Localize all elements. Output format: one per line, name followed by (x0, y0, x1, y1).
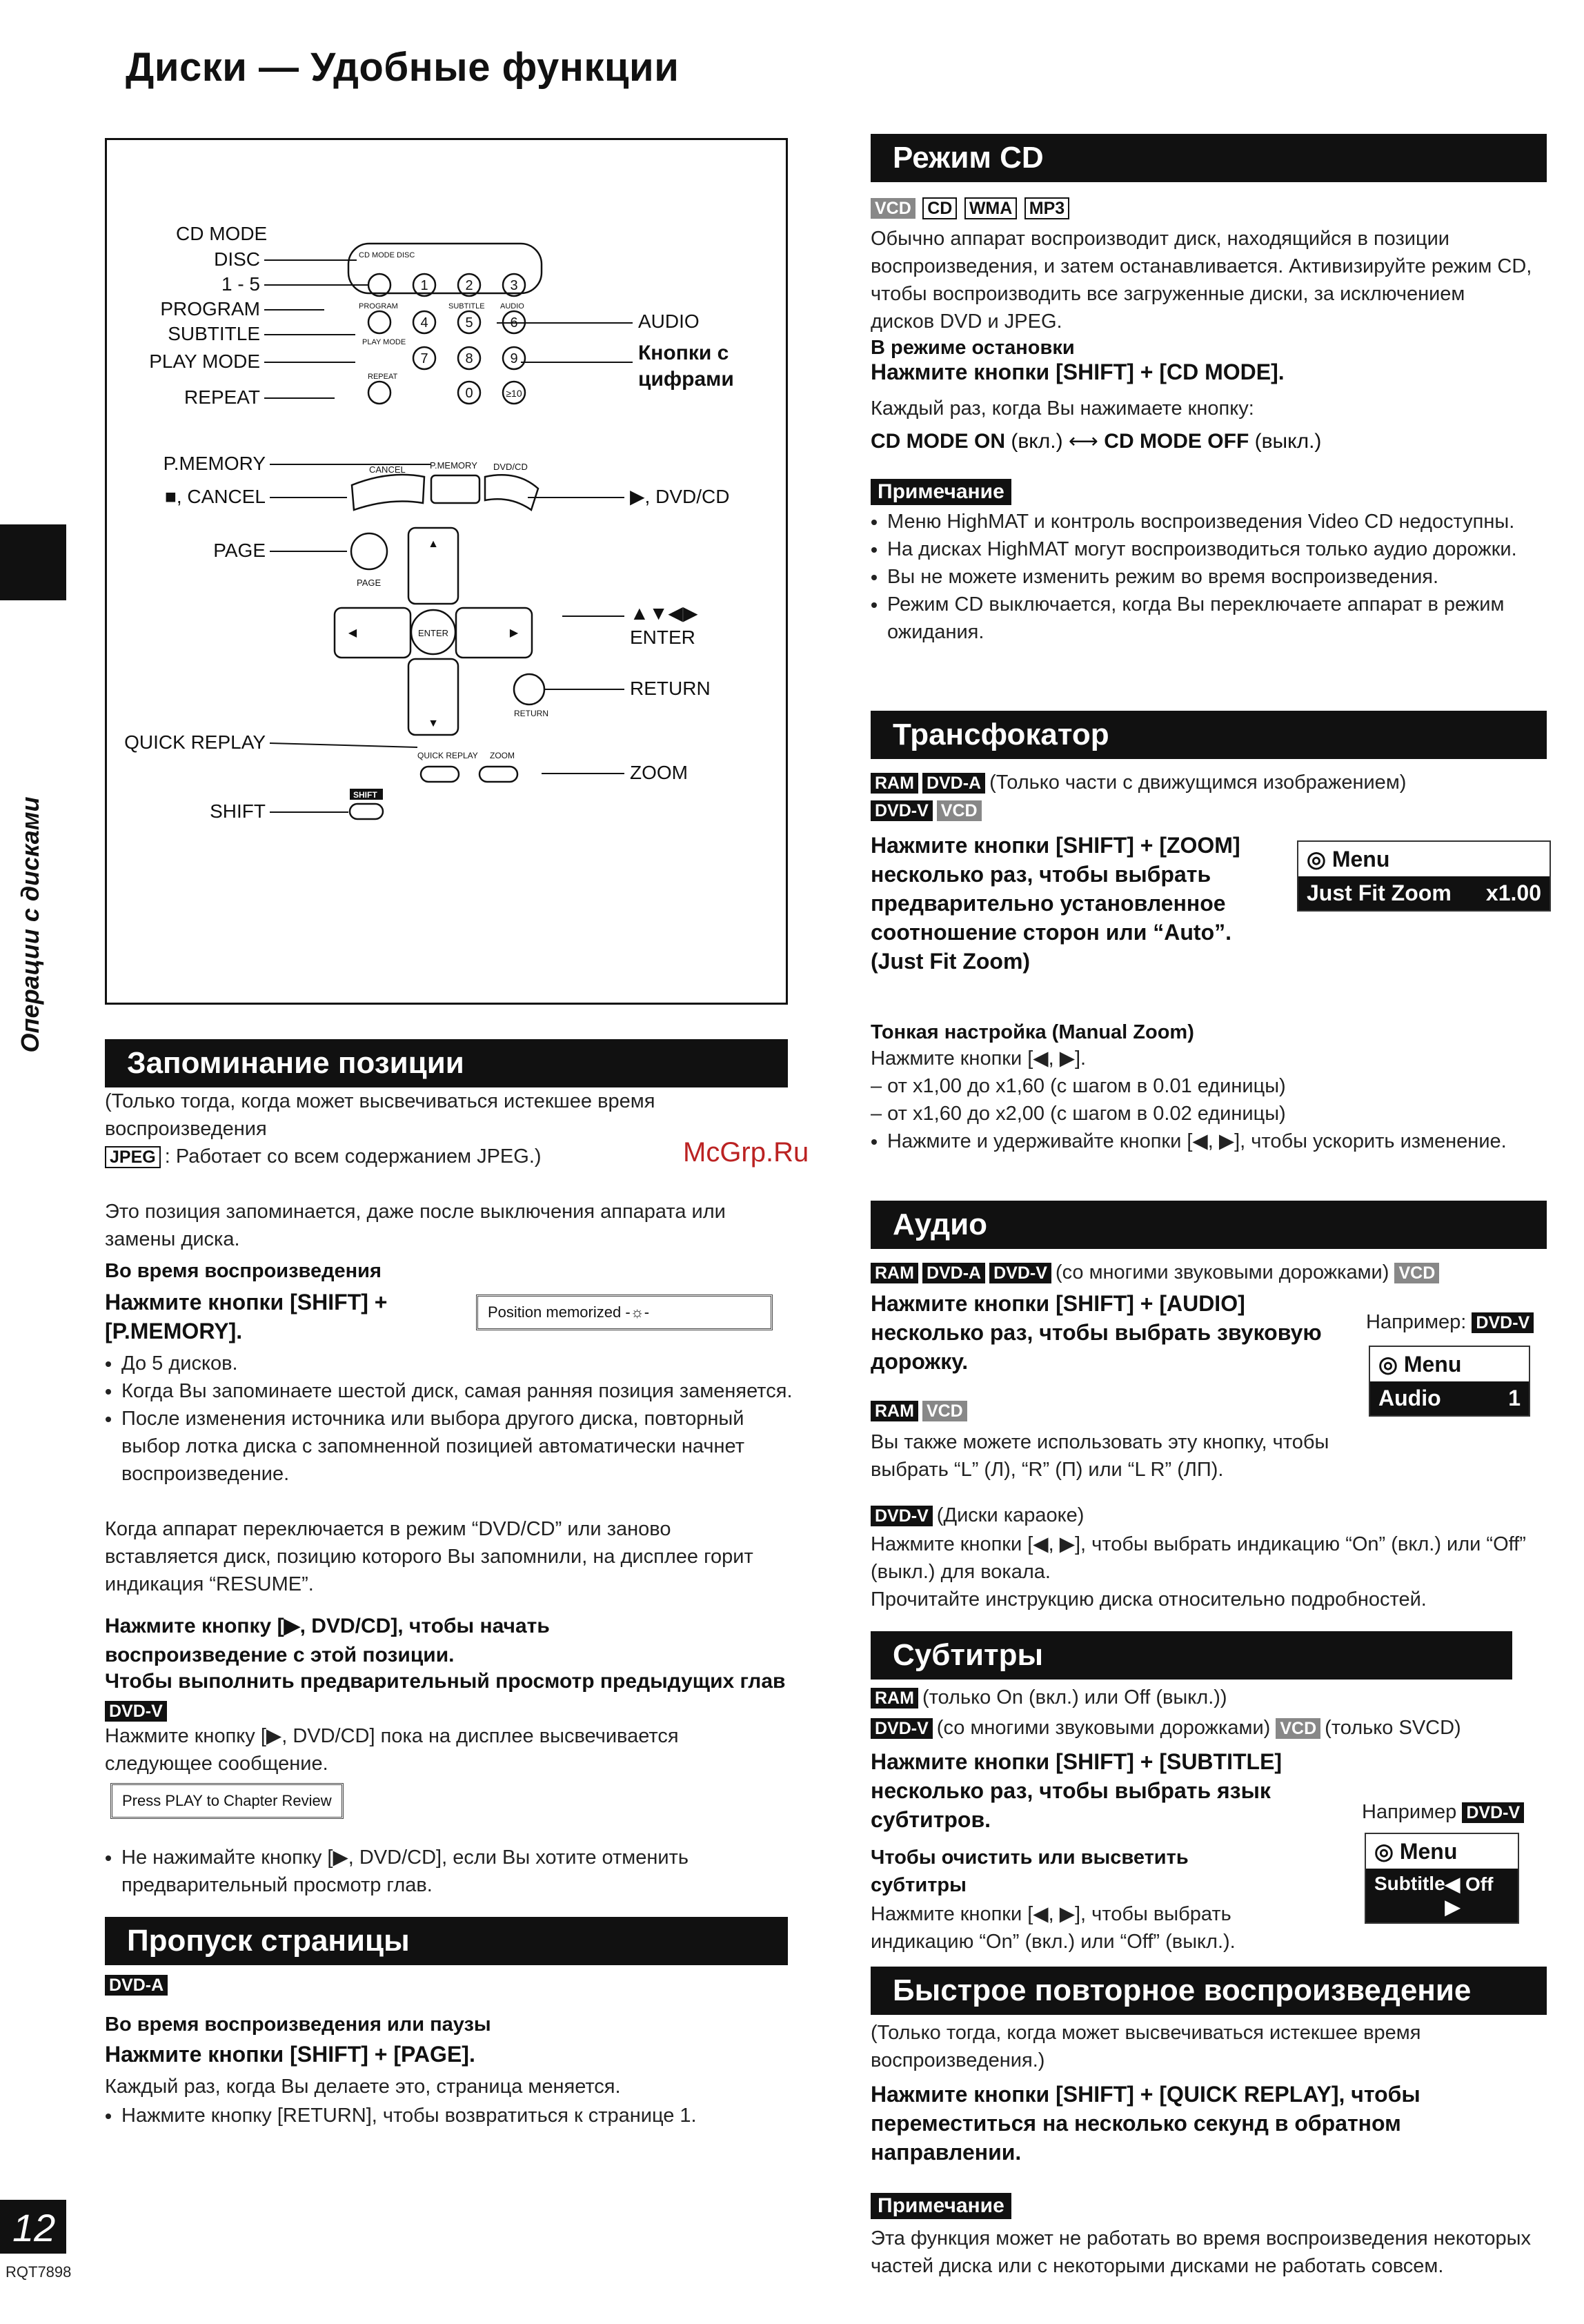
audio-example-text: Например: (1366, 1311, 1467, 1333)
zoom-fine: Тонкая настройка (Manual Zoom) (871, 1021, 1194, 1043)
cd-mode-off-ru: (выкл.) (1254, 430, 1322, 453)
zoom-osd-item: Just Fit Zoom (1307, 880, 1452, 905)
side-tab-block (0, 524, 66, 600)
zoom-tag-text: (Только части с движущимся изображением) (989, 771, 1407, 794)
audio-header: Аудио (871, 1201, 1547, 1249)
label-arrows: ▲▼◀▶ (630, 602, 698, 624)
cd-mode-notes (871, 508, 1550, 646)
audio-ram-tag: RAM (871, 1401, 918, 1421)
subtitles-menu-disc-icon: ◎ (1374, 1839, 1394, 1864)
pad-right: ▶ (509, 627, 519, 639)
remote-diagram (105, 138, 788, 1005)
memory-action2b (105, 1667, 795, 1725)
replay-p1: (Только тогда, когда может высвечиваться истекшее время воспроизведения.) (871, 2022, 1421, 2071)
cd-mode-tags (871, 197, 1073, 219)
label-zoom: ZOOM (630, 762, 688, 783)
subtitles-p1: Нажмите кнопки [◀, ▶], чтобы выбрать индикацию “On” (вкл.) или “Off” (выкл.). (871, 1903, 1236, 1953)
audio-p1: Вы также можете использовать эту кнопку, чтобы выбрать “L” (Л), “R” (П) или “L R” (ЛП). (871, 1431, 1329, 1481)
label-program: PROGRAM (160, 298, 260, 319)
audio-example-tag: DVD-V (1472, 1312, 1534, 1333)
digit-1-text: 1 (420, 278, 428, 293)
memory-header: Запоминание позиции (105, 1039, 788, 1087)
cd-mode-p1: Обычно аппарат воспроизводит диск, находящийся в позиции воспроизведения, и затем останавливается. Активизируйте режим CD, чтобы воспроизводить все загруженные диски, за исключением дисков DVD и JPEG. (871, 228, 1532, 333)
memory-bullets (105, 1350, 798, 1488)
label-digits-1: Кнопки с (638, 342, 729, 364)
subtitles-example-tag: DVD-V (1462, 1802, 1524, 1823)
cd-mode-tag-vcd: VCD (871, 198, 915, 219)
digit-3-text: 3 (510, 278, 518, 293)
page-skip-bullet: • Нажмите кнопку [RETURN], чтобы возвратиться к странице 1. (121, 2102, 804, 2129)
audio-osd-menu (1370, 1347, 1529, 1381)
subtitles-example (1362, 1798, 1528, 1826)
memory-action2a: Нажмите кнопку [▶, DVD/CD], чтобы начать воспроизведение с этой позиции. (105, 1615, 550, 1666)
audio-karaoke (871, 1501, 1084, 1529)
subtitles-ram-text: (только On (вкл.) или Off (выкл.)) (922, 1686, 1227, 1708)
memory-action2b-text: Чтобы выполнить предварительный просмотр предыдущих глав (105, 1670, 786, 1693)
subtitles-osd-menu (1366, 1834, 1518, 1869)
cd-mode-tag-wma: WMA (964, 197, 1017, 219)
shift-button-shape (350, 804, 383, 819)
label-quick-replay: QUICK REPLAY (124, 731, 266, 753)
audio-tag-dvda: DVD-A (922, 1263, 985, 1283)
zoom-action: Нажмите кнопки [SHIFT] + [ZOOM] несколько раз, чтобы выбрать предварительно установленное соотношение сторон или “Auto”. (Just Fit Zoom) (871, 833, 1240, 974)
side-tab-label: Операции с дисками (16, 796, 44, 1053)
zoom-tag-dvda: DVD-A (922, 773, 985, 794)
audio-tag-vcd: VCD (1394, 1263, 1439, 1283)
memory-bullet-2: • Когда Вы запоминаете шестой диск, самая ранняя позиция заменяется. (121, 1377, 798, 1405)
zoom-fine-lines (871, 1045, 1547, 1127)
zoom-tag-vcd: VCD (937, 800, 982, 821)
zoom-tags-1 (871, 769, 1547, 796)
cd-mode-header: Режим CD (871, 134, 1547, 182)
small-playmode: PLAY MODE (362, 338, 406, 346)
watermark: McGrp.Ru (683, 1137, 809, 1168)
sun-icon: -☼- (625, 1303, 650, 1321)
audio-menu-disc-icon: ◎ (1378, 1352, 1398, 1377)
zoom-fine-2: – от x1,00 до x1,60 (с шагом в 0.01 единицы) (871, 1075, 1286, 1097)
audio-osd-value: 1 (1508, 1386, 1521, 1410)
pad-left: ◀ (348, 627, 357, 639)
zoom-bullet: • Нажмите и удерживайте кнопки [◀, ▶], чтобы ускорить изменение. (887, 1127, 1563, 1155)
audio-p3: Прочитайте инструкцию диска относительно подробностей. (871, 1588, 1427, 1611)
small-page: PAGE (357, 578, 382, 588)
audio-tags (871, 1259, 1547, 1286)
zoom-osd (1297, 840, 1551, 912)
digit-6-text: 6 (510, 315, 518, 331)
cd-mode-tag-cd: CD (922, 197, 957, 219)
audio-tag-dvdv: DVD-V (989, 1263, 1051, 1283)
leader-lines (264, 260, 633, 812)
audio-karaoke-text: (Диски караоке) (936, 1504, 1085, 1526)
digit-0-text: 0 (465, 386, 473, 401)
digit-9-text: 9 (510, 351, 518, 366)
remote-svg (107, 140, 786, 1003)
replay-note-label: Примечание (871, 2193, 1011, 2219)
jpeg-tag: JPEG (105, 1146, 161, 1168)
small-cdmode: CD MODE DISC (359, 251, 415, 259)
page-skip-header: Пропуск страницы (105, 1917, 788, 1965)
label-play-mode: PLAY MODE (149, 351, 260, 372)
digit-4-text: 4 (420, 315, 428, 331)
zoom-tag-ram: RAM (871, 773, 918, 794)
label-p-memory: P.MEMORY (163, 453, 266, 474)
cd-mode-action: Нажмите кнопки [SHIFT] + [CD MODE]. (871, 360, 1285, 384)
zoom-fine-3: – от x1,60 до x2,00 (с шагом в 0.02 единицы) (871, 1103, 1286, 1125)
zoom-fine-1: Нажмите кнопки [◀, ▶]. (871, 1047, 1087, 1070)
memory-p1: Это позиция запоминается, даже после выключения аппарата или замены диска. (105, 1201, 726, 1250)
zoom-osd-value: x1.00 (1485, 880, 1541, 905)
label-cd-mode: CD MODE (176, 223, 268, 244)
subtitles-vcd-tag: VCD (1276, 1718, 1320, 1739)
zoom-bullets (871, 1127, 1563, 1155)
subtitles-osd (1365, 1833, 1519, 1924)
small-repeat: REPEAT (368, 373, 398, 381)
cd-mode-off: CD MODE OFF (1104, 430, 1249, 453)
page-skip-tag-line (105, 1975, 172, 1996)
cd-mode-note-4: • Режим CD выключается, когда Вы переключаете аппарат в режим ожидания. (887, 591, 1550, 646)
audio-karaoke-tag: DVD-V (871, 1506, 933, 1526)
digit-2-text: 2 (465, 278, 473, 293)
position-memorized-osd (476, 1294, 773, 1330)
position-memorized-text: Position memorized (488, 1303, 622, 1321)
dvdcd-button-shape (485, 475, 538, 510)
subtitles-osd-item: Subtitle (1374, 1873, 1445, 1894)
page-title: Диски — Удобные функции (126, 45, 680, 90)
chapter-review-osd: Press PLAY to Chapter Review (110, 1783, 344, 1819)
memory-bullets-2 (105, 1844, 798, 1899)
repeat-button (368, 382, 390, 404)
zoom-osd-row (1298, 876, 1550, 910)
cd-mode-on-ru: (вкл.) (1011, 430, 1063, 453)
program-button (368, 311, 390, 333)
small-return: RETURN (514, 709, 548, 718)
subtitles-dvdv-line (871, 1714, 1547, 1742)
page-skip-p1: Каждый раз, когда Вы делаете это, страница меняется. (105, 2076, 621, 2098)
zoom-tags-2 (871, 800, 986, 821)
small-zoom: ZOOM (490, 751, 515, 760)
page-skip-during: Во время воспроизведения или паузы (105, 2013, 491, 2036)
zoom-button-shape (479, 767, 517, 782)
small-program: PROGRAM (359, 302, 398, 311)
subtitles-header: Субтитры (871, 1631, 1512, 1680)
digit-7-text: 7 (420, 351, 428, 366)
memory-dvdv-tag: DVD-V (105, 1701, 167, 1722)
subtitles-osd-row (1366, 1869, 1518, 1922)
pmemory-button-shape (431, 475, 479, 503)
zoom-osd-menu (1298, 842, 1550, 876)
audio-tag-text: (со многими звуковыми дорожками) (1055, 1261, 1389, 1283)
quick-replay-button-shape (421, 767, 459, 782)
subtitles-dvdv-text: (со многими звуковыми дорожками) (936, 1717, 1271, 1739)
label-enter: ENTER (630, 627, 695, 648)
cd-mode-arrow: ⟷ (1068, 430, 1098, 453)
subtitles-clear: Чтобы очистить или высветить субтитры (871, 1847, 1189, 1896)
replay-header: Быстрое повторное воспроизведение (871, 1967, 1547, 2015)
memory-intro-1: (Только тогда, когда может высвечиваться истекшее время (105, 1090, 655, 1112)
memory-action: Нажмите кнопки [SHIFT] + [P.MEMORY]. (105, 1290, 388, 1343)
zoom-tag-dvdv: DVD-V (871, 800, 933, 821)
label-cancel: ■, CANCEL (164, 486, 266, 507)
label-1-5: 1 - 5 (221, 273, 260, 295)
audio-vcd-tag: VCD (922, 1401, 967, 1421)
audio-osd-item: Audio (1378, 1386, 1441, 1410)
audio-ram-vcd-tags (871, 1401, 971, 1421)
memory-bullet-1: • До 5 дисков. (121, 1350, 798, 1377)
subtitles-osd-menu-label: Menu (1399, 1839, 1458, 1864)
page-skip-dvda-tag: DVD-A (105, 1975, 168, 1996)
digit-5-text: 5 (465, 315, 473, 331)
label-return: RETURN (630, 678, 711, 699)
subtitles-example-text: Например (1362, 1801, 1457, 1823)
label-page: PAGE (213, 540, 266, 561)
digit-8-text: 8 (465, 351, 473, 366)
pad-enter: ENTER (417, 628, 449, 638)
small-cancel: CANCEL (369, 464, 406, 475)
replay-note: Эта функция может не работать во время воспроизведения некоторых частей диска или с некоторыми дисками не работать совсем. (871, 2227, 1531, 2277)
subtitles-osd-value: ◀ Off ▶ (1445, 1873, 1494, 1918)
zoom-header: Трансфокатор (871, 711, 1547, 759)
label-audio: AUDIO (638, 311, 700, 332)
pad-down: ▼ (428, 718, 439, 729)
cd-mode-on: CD MODE ON (871, 430, 1005, 453)
page-number: 12 (12, 2206, 56, 2249)
page-skip-action: Нажмите кнопки [SHIFT] + [PAGE]. (105, 2042, 475, 2067)
audio-example (1366, 1308, 1538, 1336)
small-dvdcd: DVD/CD (493, 462, 528, 472)
subtitles-dvdv-tag: DVD-V (871, 1718, 933, 1739)
label-shift: SHIFT (210, 800, 266, 822)
cd-mode-note-1: • Меню HighMAT и контроль воспроизведения Video CD недоступны. (887, 508, 1550, 535)
cd-mode-toggle (871, 429, 1321, 453)
page-skip-bullets (105, 2102, 804, 2129)
memory-bullet-3: • После изменения источника или выбора другого диска, повторный выбор лотка диска с запомненной позицией автоматически начнет воспроизведение. (121, 1405, 798, 1488)
digit-10-text: ≥10 (506, 388, 522, 399)
cd-mode-note-2: • На дисках HighMAT могут воспроизводиться только аудио дорожки. (887, 535, 1550, 563)
memory-bullet-4: • Не нажимайте кнопку [▶, DVD/CD], если Вы хотите отменить предварительный просмотр глав. (121, 1844, 798, 1899)
pad-up: ▲ (428, 538, 439, 550)
cd-mode-tag-mp3: MP3 (1024, 197, 1069, 219)
subtitles-ram-line (871, 1684, 1547, 1711)
memory-during: Во время воспроизведения (105, 1260, 382, 1282)
memory-p3: Нажмите кнопку [▶, DVD/CD] пока на дисплее высвечивается следующее сообщение. (105, 1725, 679, 1775)
audio-osd (1369, 1346, 1530, 1417)
label-disc: DISC (214, 248, 260, 270)
label-play-dvdcd: ▶, DVD/CD (630, 486, 730, 507)
subtitles-ram-tag: RAM (871, 1688, 918, 1708)
cancel-button-shape (352, 475, 424, 510)
zoom-osd-menu-label: Menu (1331, 847, 1390, 872)
page-button-shape (351, 533, 387, 569)
memory-intro-2: воспроизведения (105, 1118, 267, 1140)
label-digits-2: цифрами (638, 368, 734, 391)
small-audio: AUDIO (500, 302, 524, 311)
doc-code: RQT7898 (6, 2263, 72, 2281)
audio-tag-ram: RAM (871, 1263, 918, 1283)
subtitles-svcd-text: (только SVCD) (1325, 1717, 1461, 1739)
audio-osd-row (1370, 1381, 1529, 1415)
menu-disc-icon: ◎ (1307, 847, 1326, 872)
return-button-shape (514, 674, 544, 705)
replay-action: Нажмите кнопки [SHIFT] + [QUICK REPLAY], чтобы переместиться на несколько секунд в обратном направлении. (871, 2082, 1420, 2165)
audio-action: Нажмите кнопки [SHIFT] + [AUDIO] несколько раз, чтобы выбрать звуковую дорожку. (871, 1291, 1322, 1374)
label-repeat: REPEAT (184, 386, 260, 408)
memory-p2: Когда аппарат переключается в режим “DVD/CD” или заново вставляется диск, позицию которого Вы запомнили, на дисплее горит индикация “RESUME”. (105, 1518, 753, 1595)
label-subtitle: SUBTITLE (168, 323, 260, 344)
small-pmemory: P.MEMORY (430, 460, 477, 471)
small-shift: SHIFT (353, 790, 377, 800)
subtitles-action: Нажмите кнопки [SHIFT] + [SUBTITLE] несколько раз, чтобы выбрать язык субтитров. (871, 1749, 1283, 1832)
cd-mode-note-label: Примечание (871, 479, 1011, 505)
audio-osd-menu-label: Menu (1403, 1352, 1462, 1377)
cd-mode-stop: В режиме остановки (871, 337, 1075, 359)
small-subtitle: SUBTITLE (448, 302, 485, 311)
cd-mode-note-3: • Вы не можете изменить режим во время воспроизведения. (887, 563, 1550, 591)
audio-p2: Нажмите кнопки [◀, ▶], чтобы выбрать индикацию “On” (вкл.) или “Off” (выкл.) для вокала. (871, 1533, 1526, 1583)
memory-jpeg-text: : Работает со всем содержанием JPEG.) (164, 1145, 542, 1168)
small-quick-replay: QUICK REPLAY (417, 751, 478, 760)
cd-mode-each: Каждый раз, когда Вы нажимаете кнопку: (871, 397, 1254, 420)
